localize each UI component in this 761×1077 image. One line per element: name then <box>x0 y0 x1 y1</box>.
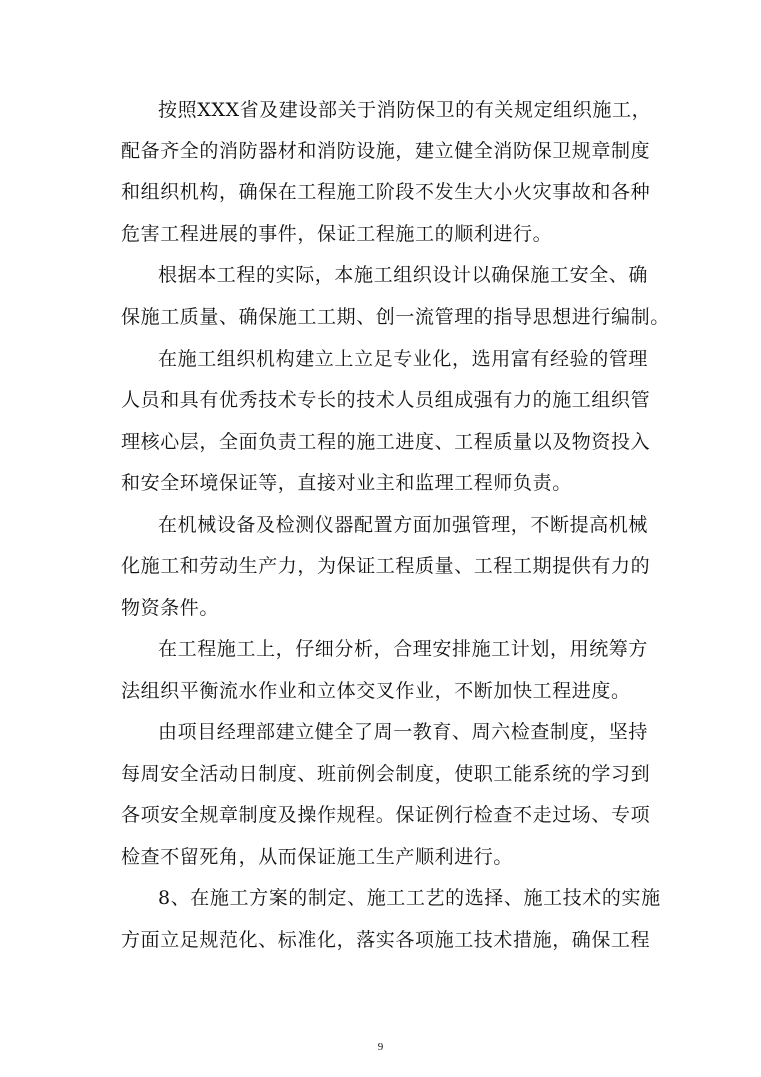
paragraph-2-line-2: 保施工质量、确保施工工期、创一流管理的指导思想进行编制。 <box>121 306 670 328</box>
paragraph-6-line-2: 每周安全活动日制度、班前例会制度，使职工能系统的学习到 <box>121 763 651 785</box>
page-number: 9 <box>377 1041 384 1053</box>
paragraph-1-line-3: 和组织机构，确保在工程施工阶段不发生大小火灾事故和各种 <box>121 181 651 203</box>
paragraph-4-line-1: 在机械设备及检测仪器配置方面加强管理，不断提高机械 <box>158 514 649 536</box>
paragraph-3-line-3: 理核心层，全面负责工程的施工进度、工程质量以及物资投入 <box>121 431 651 453</box>
paragraph-1-line-2: 配备齐全的消防器材和消防设施，建立健全消防保卫规章制度 <box>121 140 651 162</box>
paragraph-3-line-4: 和安全环境保证等，直接对业主和监理工程师负责。 <box>121 472 572 494</box>
paragraph-6-line-1: 由项目经理部建立健全了周一教育、周六检查制度，坚持 <box>158 721 649 743</box>
paragraph-6-line-3: 各项安全规章制度及操作规程。保证例行检查不走过场、专项 <box>121 804 651 826</box>
paragraph-2-line-1: 根据本工程的实际，本施工组织设计以确保施工安全、确 <box>158 264 649 286</box>
paragraph-4-line-2: 化施工和劳动生产力，为保证工程质量、工程工期提供有力的 <box>121 555 651 577</box>
paragraph-3-line-2: 人员和具有优秀技术专长的技术人员组成强有力的施工组织管 <box>121 389 651 411</box>
paragraph-7-line-1: 8、在施工方案的制定、施工工艺的选择、施工技术的实施 <box>158 887 661 909</box>
paragraph-1-line-1: 按照XXX省及建设部关于消防保卫的有关规定组织施工， <box>158 99 652 121</box>
paragraph-1-line-4: 危害工程进展的事件，保证工程施工的顺利进行。 <box>121 223 553 245</box>
paragraph-3-line-1: 在施工组织机构建立上立足专业化，选用富有经验的管理 <box>158 348 649 370</box>
paragraph-6-line-4: 检查不留死角，从而保证施工生产顺利进行。 <box>121 846 514 868</box>
paragraph-5-line-1: 在工程施工上，仔细分析，合理安排施工计划，用统筹方 <box>158 638 649 660</box>
paragraph-7-line-2: 方面立足规范化、标准化，落实各项施工技术措施，确保工程 <box>121 929 651 951</box>
paragraph-5-line-2: 法组织平衡流水作业和立体交叉作业，不断加快工程进度。 <box>121 680 631 702</box>
paragraph-4-line-3: 物资条件。 <box>121 597 220 619</box>
